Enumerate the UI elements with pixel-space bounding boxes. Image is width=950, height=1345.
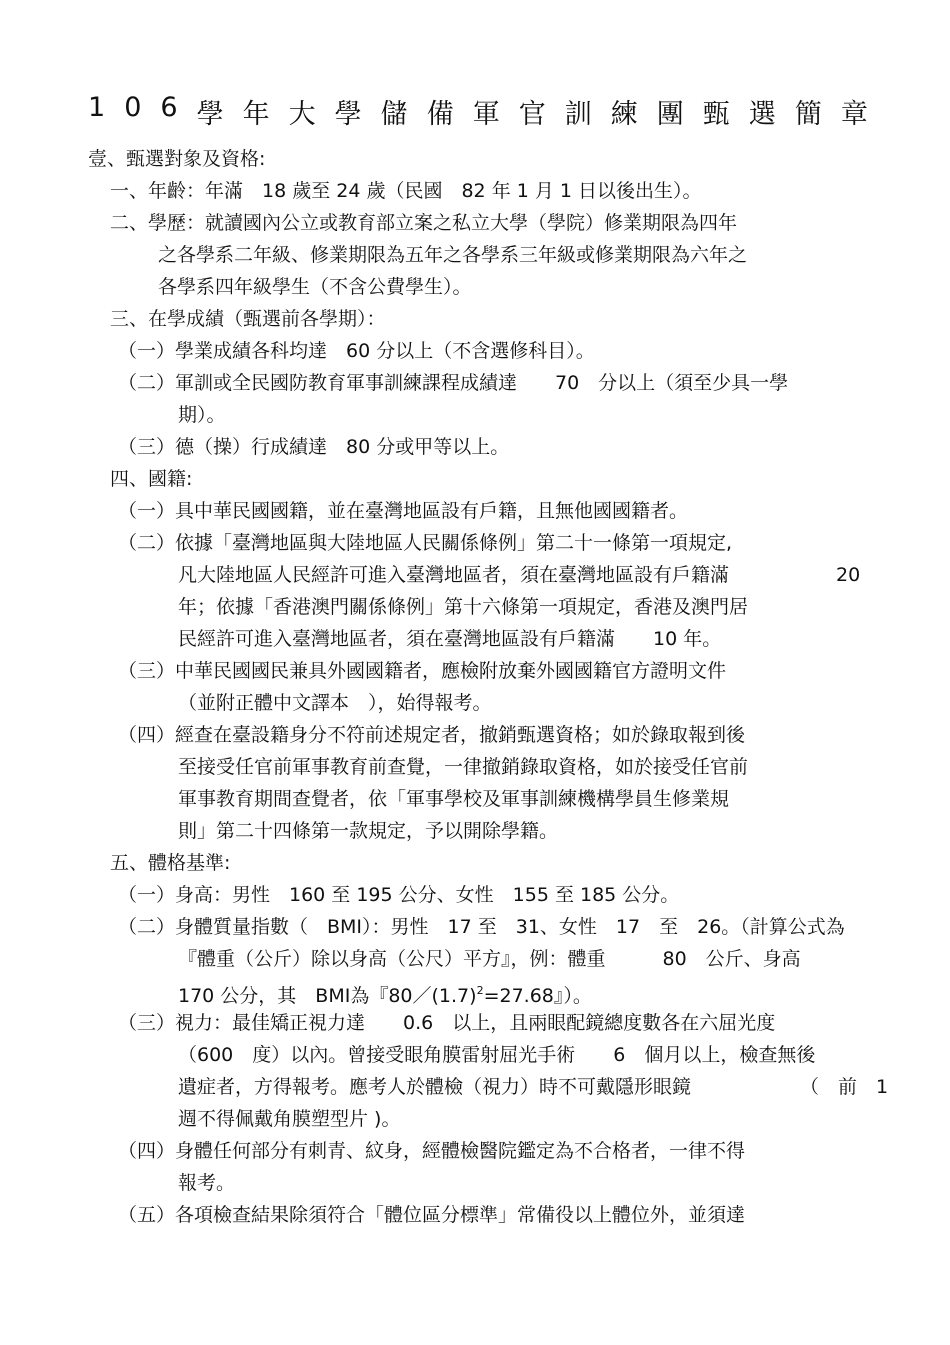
title-char: 備 xyxy=(426,99,454,130)
text-line: （四）身體任何部分有刺青、紋身，經體檢醫院鑑定為不合格者，一律不得 xyxy=(118,1140,746,1162)
superscript: 2 xyxy=(476,984,484,997)
title-char: 練 xyxy=(610,99,638,130)
document-title xyxy=(88,92,868,131)
text-line: 各學系四年級學生（不含公費學生）。 xyxy=(158,276,472,298)
text-line: 『體重（公斤）除以身高（公尺）平方』，例：體重 80 公斤、身高 xyxy=(178,948,801,970)
text-line: 之各學系二年級、修業期限為五年之各學系三年級或修業期限為六年之 xyxy=(158,244,748,266)
text-line: （三）中華民國國民兼具外國國籍者，應檢附放棄外國國籍官方證明文件 xyxy=(118,660,727,682)
text-line: 週不得佩戴角膜塑型片 )。 xyxy=(178,1108,401,1130)
text-line: （二）依據「臺灣地區與大陸地區人民關係條例」第二十一條第一項規定, xyxy=(118,532,733,554)
title-char: 章 xyxy=(840,99,868,130)
title-char: 軍 xyxy=(472,99,500,130)
text-line: （五）各項檢查結果除須符合「體位區分標準」常備役以上體位外，並須達 xyxy=(118,1204,746,1226)
section-heading: 壹、甄選對象及資格: xyxy=(88,148,266,170)
title-char: 簡 xyxy=(794,99,822,130)
text-line: 一、年齡：年滿 18 歲至 24 歲（民國 82 年 1 月 1 日以後出生）。 xyxy=(110,180,702,202)
text-line: 至接受任官前軍事教育前查覺，一律撤銷錄取資格，如於接受任官前 xyxy=(178,756,749,778)
text-line: （一）身高：男性 160 至 195 公分、女性 155 至 185 公分。 xyxy=(118,884,680,906)
title-char: 團 xyxy=(656,99,684,130)
text-line: 期）。 xyxy=(178,404,226,426)
title-char: 官 xyxy=(518,99,546,130)
text-line: 五、體格基準: xyxy=(110,852,231,874)
text-line: （一）學業成績各科均達 60 分以上（不含選修科目）。 xyxy=(118,340,595,362)
text-line: （一）具中華民國國籍，並在臺灣地區設有戶籍，且無他國國籍者。 xyxy=(118,500,689,522)
text-line: （四）經查在臺設籍身分不符前述規定者，撤銷甄選資格；如於錄取報到後 xyxy=(118,724,746,746)
text-line: （二）軍訓或全民國防教育軍事訓練課程成績達 70 分以上（須至少具一學 xyxy=(118,372,789,394)
title-char: 選 xyxy=(748,99,776,130)
title-char: 1 xyxy=(88,92,106,123)
text-line: （並附正體中文譯本 ），始得報考。 xyxy=(178,692,492,714)
text-fragment: 20 xyxy=(836,564,861,586)
text-line: 凡大陸地區人民經許可進入臺灣地區者，須在臺灣地區設有戶籍滿 xyxy=(178,564,730,586)
title-char: 大 xyxy=(288,99,316,130)
text-line: 四、國籍: xyxy=(110,468,193,490)
text-line: 則」第二十四條第一款規定，予以開除學籍。 xyxy=(178,820,559,842)
text-line: （600 度）以內。曾接受眼角膜雷射屈光手術 6 個月以上，檢查無後 xyxy=(178,1044,816,1066)
text-line: 遺症者，方得報考。應考人於體檢（視力）時不可戴隱形眼鏡 xyxy=(178,1076,692,1098)
title-char: 儲 xyxy=(380,99,408,130)
text-fragment: 170 公分，其 BMI為『80／(1.7) xyxy=(178,985,477,1007)
title-char: 學 xyxy=(196,99,224,130)
text-line: 二、學歷：就讀國內公立或教育部立案之私立大學（學院）修業期限為四年 xyxy=(110,212,738,234)
text-line: （三）視力：最佳矯正視力達 0.6 以上，且兩眼配鏡總度數各在六屈光度 xyxy=(118,1012,776,1034)
text-fragment: =27.68』）。 xyxy=(483,985,592,1007)
text-line: 民經許可進入臺灣地區者，須在臺灣地區設有戶籍滿 10 年。 xyxy=(178,628,722,650)
text-line xyxy=(178,979,592,1008)
title-char: 甄 xyxy=(702,99,730,130)
title-char: 年 xyxy=(242,99,270,130)
text-line: 軍事教育期間查覺者，依「軍事學校及軍事訓練機構學員生修業規 xyxy=(178,788,730,810)
text-line: （二）身體質量指數（ BMI）：男性 17 至 31、女性 17 至 26。（計算公式為 xyxy=(118,916,845,938)
title-char: 學 xyxy=(334,99,362,130)
text-line: 年；依據「香港澳門關係條例」第十六條第一項規定，香港及澳門居 xyxy=(178,596,749,618)
title-char: 0 xyxy=(124,92,142,123)
text-line: （三）德（操）行成績達 80 分或甲等以上。 xyxy=(118,436,510,458)
title-char: 訓 xyxy=(564,99,592,130)
text-fragment: （ 前 1 xyxy=(800,1076,889,1098)
title-char: 6 xyxy=(160,92,178,123)
text-line: 報考。 xyxy=(178,1172,236,1194)
text-line: 三、在學成績（甄選前各學期）： xyxy=(110,308,386,330)
